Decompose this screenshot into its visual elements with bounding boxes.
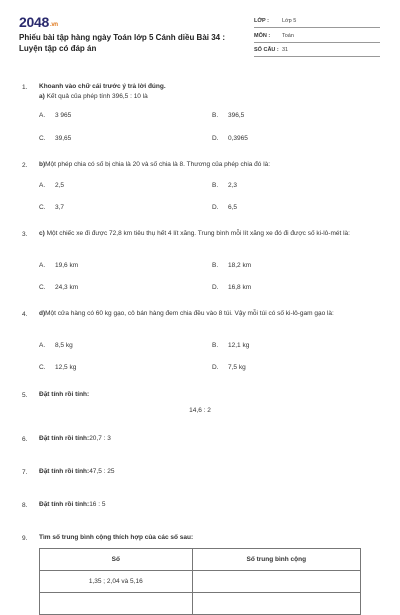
option-d[interactable]: D. 0,3965: [212, 135, 248, 142]
option-d[interactable]: D. 16,8 km: [212, 284, 252, 291]
question-heading: Khoanh vào chữ cái trước ý trả lời đúng.: [39, 83, 166, 90]
logo-text: 2048: [19, 14, 49, 30]
logo-suffix: .vn: [49, 22, 58, 28]
question-8: Đặt tính rồi tính:16 : 5: [39, 501, 106, 508]
option-c[interactable]: C. 24,3 km: [39, 284, 79, 291]
class-label: LỚP :: [254, 18, 269, 24]
question-number: 3.: [22, 231, 28, 238]
question-number: 4.: [22, 311, 28, 318]
subject-label: MÔN :: [254, 33, 271, 39]
question-number: 6.: [22, 436, 28, 443]
question-text: Một chiếc xe đi được 72,8 km tiêu thụ hết 4 lít xăng. Trung bình mỗi lít xăng xe đó đi được số ki-lô-mét là:: [46, 230, 350, 237]
question-text: Một phép chia có số bị chia là 20 và số chia là 8. Thương của phép chia đó là:: [45, 161, 271, 168]
question-1: [39, 82, 382, 102]
worksheet-title: Phiếu bài tập hàng ngày Toán lớp 5 Cánh diều Bài 34 : Luyện tập có đáp án: [19, 33, 226, 53]
option-a[interactable]: A. 3 965: [39, 112, 72, 119]
question-7: Đặt tính rồi tính:47,5 : 25: [39, 468, 115, 475]
sub-label: c): [39, 230, 45, 237]
question-number: 2.: [22, 162, 28, 169]
question-count-value: 31: [282, 47, 289, 53]
table-cell: [40, 593, 193, 615]
question-text: Kết quả của phép tính 396,5 : 10 là: [46, 93, 148, 100]
table-header: Số: [40, 549, 193, 571]
subject-value: Toán: [282, 33, 294, 39]
option-b[interactable]: B. 12,1 kg: [212, 342, 250, 349]
table-header-row: [40, 549, 361, 571]
class-value: Lớp 5: [282, 18, 297, 24]
question-text: Một cửa hàng có 60 kg gạo, cô bán hàng đem chia đều vào 8 túi. Vậy mỗi túi có số ki-lô-gam gạo là:: [45, 310, 334, 317]
question-number: 8.: [22, 502, 28, 509]
question-number: 5.: [22, 392, 28, 399]
option-c[interactable]: C. 12,5 kg: [39, 364, 77, 371]
option-b[interactable]: B. 18,2 km: [212, 262, 252, 269]
question-number: 1.: [22, 84, 28, 91]
option-b[interactable]: B. 396,5: [212, 112, 245, 119]
answer-cell[interactable]: [192, 571, 360, 593]
sub-label: b): [39, 161, 46, 168]
question-6: Đặt tính rồi tính:20,7 : 3: [39, 435, 111, 442]
average-table: [39, 548, 361, 615]
subject-underline: [254, 42, 380, 43]
question-subtext: [39, 92, 382, 102]
question-2: [39, 160, 382, 170]
sub-label: d): [39, 310, 46, 317]
question-5-label: Đặt tính rồi tính:: [39, 391, 90, 398]
option-c[interactable]: C. 3,7: [39, 204, 65, 211]
table-row: [40, 593, 361, 615]
sub-label: a): [39, 93, 45, 100]
option-d[interactable]: D. 7,5 kg: [212, 364, 246, 371]
table-cell: 1,35 ; 2,04 và 5,16: [40, 571, 193, 593]
option-d[interactable]: D. 6,5: [212, 204, 238, 211]
question-4: [39, 309, 382, 319]
option-c[interactable]: C. 39,65: [39, 135, 72, 142]
table-header: Số trung bình cộng: [192, 549, 360, 571]
question-3: [39, 229, 382, 239]
option-a[interactable]: A. 19,6 km: [39, 262, 79, 269]
question-count-underline: [254, 56, 380, 57]
option-b[interactable]: B. 2,3: [212, 182, 238, 189]
question-9-heading: Tìm số trung bình cộng thích hợp của các số sau:: [39, 534, 194, 541]
question-number: 9.: [22, 535, 28, 542]
site-logo[interactable]: [19, 14, 58, 30]
answer-cell[interactable]: [192, 593, 360, 615]
option-a[interactable]: A. 2,5: [39, 182, 65, 189]
option-a[interactable]: A. 8,5 kg: [39, 342, 73, 349]
question-5-expression: 14,6 : 2: [189, 407, 211, 414]
table-row: [40, 571, 361, 593]
question-count-label: SỐ CÂU :: [254, 47, 279, 53]
question-number: 7.: [22, 469, 28, 476]
class-underline: [254, 27, 380, 28]
